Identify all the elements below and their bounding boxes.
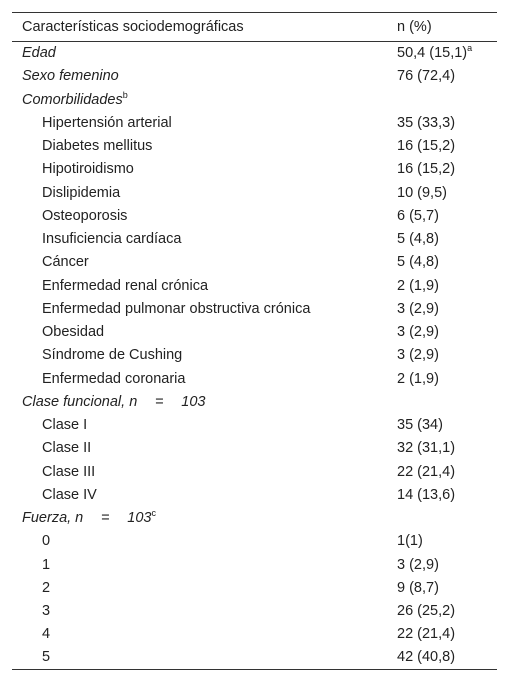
- row-value-dislipidemia: 10 (9,5): [397, 184, 447, 201]
- row-label-clase-funcional: Clase funcional, n: [22, 393, 138, 410]
- row-label-dislipidemia: Dislipidemia: [42, 184, 121, 201]
- row-label-ic: Insuficiencia cardíaca: [42, 231, 182, 248]
- table-row: [12, 204, 497, 227]
- row-label-clase1: Clase I: [42, 417, 88, 434]
- row-label-f5: 5: [42, 649, 51, 666]
- row-value-f1: 3 (2,9): [397, 556, 439, 573]
- table-row: [12, 158, 497, 181]
- row-label-epoc: Enfermedad pulmonar obstructiva crónica: [42, 300, 311, 317]
- table-row: [12, 530, 497, 553]
- row-label-cancer: Cáncer: [42, 254, 89, 271]
- row-label-dm: Diabetes mellitus: [42, 138, 153, 155]
- table-row: [12, 251, 497, 274]
- row-label-osteoporosis: Osteoporosis: [42, 207, 128, 224]
- table-row: [12, 483, 497, 506]
- footnote-marker-c: c: [151, 508, 156, 519]
- table-row: [12, 553, 497, 576]
- table-row: [12, 42, 497, 65]
- row-label-hta: Hipertensión arterial: [42, 114, 172, 131]
- row-value-osteoporosis: 6 (5,7): [397, 207, 439, 224]
- table-row: [12, 460, 497, 483]
- table-row: [12, 390, 497, 413]
- row-label-erc: Enfermedad renal crónica: [42, 277, 209, 294]
- row-label-f2: 2: [42, 579, 51, 596]
- table-row: [12, 181, 497, 204]
- row-value-hipotiroidismo: 16 (15,2): [397, 161, 456, 178]
- row-label-hipotiroidismo: Hipotiroidismo: [42, 161, 134, 178]
- row-label-coronaria: Enfermedad coronaria: [42, 370, 186, 387]
- row-value-edad: 50,4 (15,1): [397, 45, 468, 62]
- footnote-marker-b: b: [122, 89, 128, 100]
- row-label-edad: Edad: [22, 45, 56, 62]
- row-label-f0: 0: [42, 533, 51, 550]
- row-value-f0: 1(1): [397, 533, 423, 550]
- table-row: [12, 437, 497, 460]
- row-n-clase-funcional: 103: [181, 393, 206, 410]
- table-row: [12, 367, 497, 390]
- row-value-cancer: 5 (4,8): [397, 254, 439, 271]
- table-row: [12, 344, 497, 367]
- row-value-erc: 2 (1,9): [397, 277, 439, 294]
- row-value-ic: 5 (4,8): [397, 231, 439, 248]
- row-value-dm: 16 (15,2): [397, 138, 456, 155]
- data-table: [12, 12, 497, 670]
- table-row: [12, 321, 497, 344]
- row-value-sexo: 76 (72,4): [397, 68, 456, 85]
- row-label-clase4: Clase IV: [42, 486, 97, 503]
- row-label-cushing: Síndrome de Cushing: [42, 347, 183, 364]
- table-row: [12, 623, 497, 646]
- row-label-f4: 4: [42, 626, 51, 643]
- table-row: [12, 88, 497, 111]
- header-characteristics: Características sociodemográficas: [22, 19, 244, 35]
- row-value-f2: 9 (8,7): [397, 579, 439, 596]
- table-row: [12, 576, 497, 599]
- table-row: [12, 65, 497, 88]
- row-value-f4: 22 (21,4): [397, 626, 456, 643]
- row-label-f3: 3: [42, 603, 51, 620]
- equals-sign: =: [155, 393, 164, 410]
- row-label-f1: 1: [42, 556, 51, 573]
- header-n-percent: n (%): [397, 19, 432, 35]
- table-row: [12, 228, 497, 251]
- table-header-row: [12, 13, 497, 42]
- table-row: [12, 274, 497, 297]
- row-n-fuerza: 103: [127, 510, 152, 527]
- row-label-clase3: Clase III: [42, 463, 96, 480]
- equals-sign: =: [101, 510, 110, 527]
- footnote-marker-a: a: [467, 43, 473, 54]
- table-row: [12, 414, 497, 437]
- row-value-coronaria: 2 (1,9): [397, 370, 439, 387]
- sociodemographic-table: [12, 12, 497, 670]
- row-label-obesidad: Obesidad: [42, 324, 105, 341]
- row-label-clase2: Clase II: [42, 440, 92, 457]
- row-value-obesidad: 3 (2,9): [397, 324, 439, 341]
- row-label-fuerza: Fuerza, n: [22, 510, 84, 527]
- row-value-hta: 35 (33,3): [397, 114, 456, 131]
- table-row: [12, 135, 497, 158]
- row-value-cushing: 3 (2,9): [397, 347, 439, 364]
- row-value-clase3: 22 (21,4): [397, 463, 456, 480]
- row-value-epoc: 3 (2,9): [397, 300, 439, 317]
- row-value-f5: 42 (40,8): [397, 649, 456, 666]
- table-row: [12, 297, 497, 320]
- table-row: [12, 111, 497, 134]
- table-row: [12, 646, 497, 669]
- row-value-clase4: 14 (13,6): [397, 486, 456, 503]
- row-value-clase1: 35 (34): [397, 417, 443, 434]
- table-row: [12, 507, 497, 530]
- table-row: [12, 600, 497, 623]
- row-value-clase2: 32 (31,1): [397, 440, 456, 457]
- row-value-f3: 26 (25,2): [397, 603, 456, 620]
- row-label-sexo: Sexo femenino: [22, 68, 119, 85]
- row-label-comorbilidades: Comorbilidades: [22, 91, 123, 108]
